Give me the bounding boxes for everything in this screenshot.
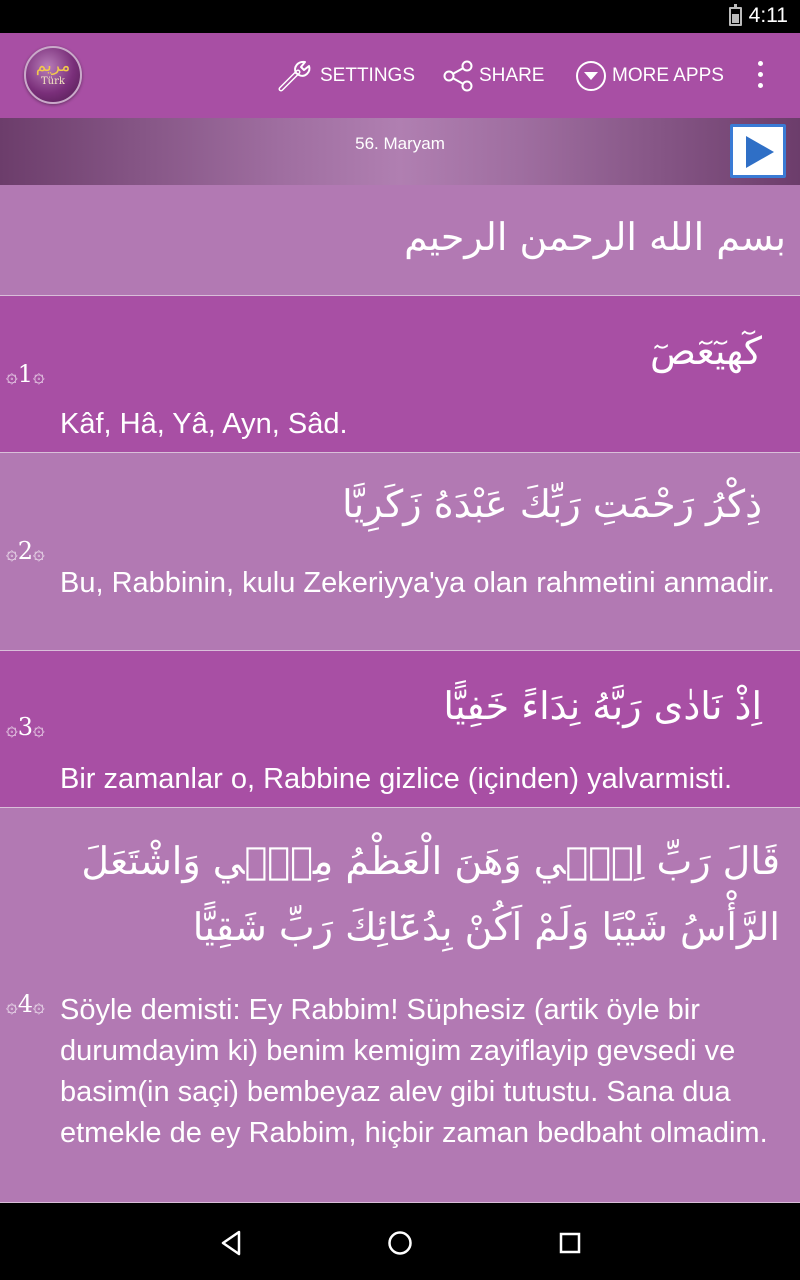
share-label: SHARE (479, 64, 545, 86)
track-title: 56. Maryam (355, 134, 445, 153)
overflow-menu-icon[interactable] (748, 53, 772, 97)
verse-number-ornament: ۞3۞ (6, 713, 45, 741)
more-apps-label: MORE APPS (612, 64, 724, 86)
action-bar (0, 33, 800, 118)
verse-row[interactable] (0, 453, 800, 651)
play-icon (746, 136, 774, 168)
more-apps-button[interactable] (574, 33, 724, 118)
verse-translation: Bu, Rabbinin, kulu Zekeriyya'ya olan rahmetini anmadir. (60, 567, 775, 599)
verse-number-ornament: ۞2۞ (6, 537, 45, 565)
logo-sub-text: Türk (41, 76, 65, 87)
verse-arabic: قَالَ رَبِّ اِنّ۪ي وَهَنَ الْعَظْمُ مِنّ۪ي وَاشْتَعَلَ الرَّأْسُ شَيْبًا وَلَمْ اَكُنْ بِدُعَٓائِكَ رَبِّ شَقِيًّا (81, 839, 780, 949)
status-bar (0, 0, 800, 33)
home-icon[interactable] (384, 1227, 416, 1259)
status-clock: 4:11 (748, 4, 788, 27)
verse-translation: Bir zamanlar o, Rabbine gizlice (içinden) yalvarmisti. (60, 763, 733, 795)
verse-arabic: اِذْ نَادٰى رَبَّهُ نِدَاءً خَفِيًّا (443, 684, 762, 728)
recent-apps-icon[interactable] (554, 1227, 586, 1259)
verse-arabic: ذِكْرُ رَحْمَتِ رَبِّكَ عَبْدَهُ زَكَرِيَّا (342, 482, 762, 526)
share-icon (441, 59, 475, 93)
verse-row[interactable] (0, 651, 800, 808)
share-button[interactable] (441, 33, 544, 118)
wrench-icon (278, 59, 316, 93)
settings-button[interactable] (278, 33, 415, 118)
navigation-bar (0, 1205, 800, 1280)
verse-row[interactable] (0, 296, 800, 453)
verse-row[interactable] (0, 808, 800, 1203)
verse-number-ornament: ۞1۞ (6, 360, 45, 388)
chevron-down-circle-icon (574, 59, 608, 93)
back-icon[interactable] (215, 1227, 247, 1259)
verse-translation: Kâf, Hâ, Yâ, Ayn, Sâd. (60, 408, 348, 440)
play-button[interactable] (730, 124, 786, 178)
verse-translation: Söyle demisti: Ey Rabbim! Süphesiz (artik öyle bir durumdayim ki) benim kemigim zayiflayip gevsedi ve basim(in saçi) bembeyaz alev gibi tutustu. Sana dua etmekle de ey Rabbim, hiçbir zaman bedbaht olmadim. (60, 994, 768, 1149)
battery-icon (729, 7, 742, 26)
verse-arabic: كٓهيٓعٓصٓ (650, 329, 762, 373)
audio-player-bar (0, 118, 800, 185)
basmala-text: بسم الله الرحمن الرحيم (404, 215, 786, 259)
settings-label: SETTINGS (320, 64, 416, 86)
app-logo[interactable] (24, 46, 82, 104)
logo-arabic-text: مريم (35, 56, 71, 76)
verse-number-ornament: ۞4۞ (6, 990, 45, 1018)
basmala-row (0, 185, 800, 296)
verse-list[interactable] (0, 185, 800, 1205)
